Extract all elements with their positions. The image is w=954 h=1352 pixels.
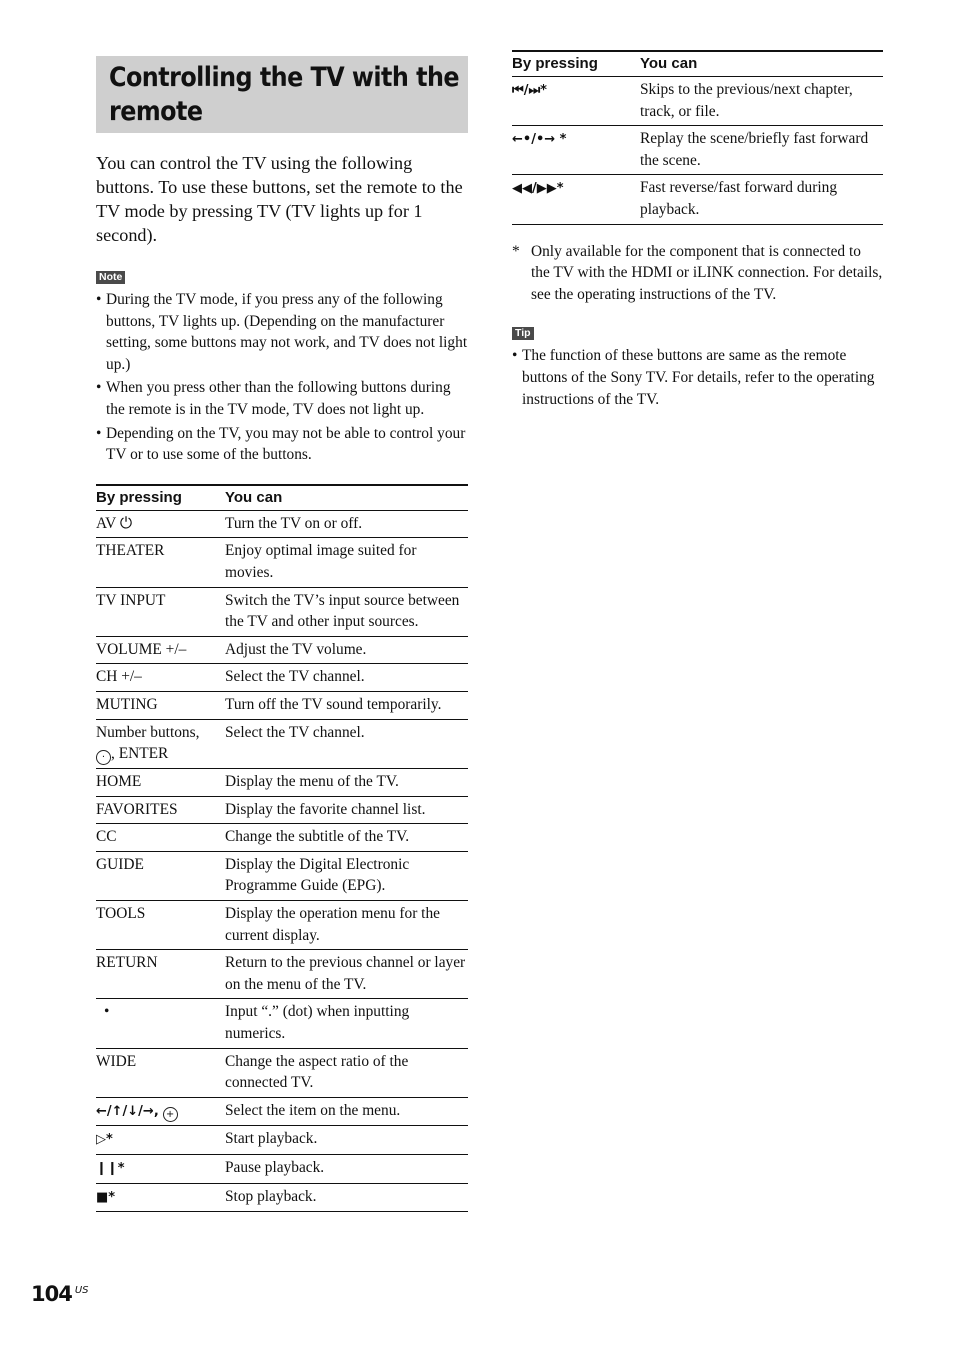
footnote-mark: *	[512, 242, 520, 260]
value-cell: Turn off the TV sound temporarily.	[225, 691, 468, 719]
value-cell: Input “.” (dot) when inputting numerics.	[225, 999, 468, 1048]
table-row	[512, 175, 883, 224]
note-item: • When you press other than the following buttons during the remote is in the TV mode, TV does not light up.	[96, 377, 468, 420]
value-cell: Select the TV channel.	[225, 664, 468, 692]
note-item: • Depending on the TV, you may not be able to control your TV or to use some of the buttons.	[96, 423, 468, 466]
value-cell: Return to the previous channel or layer on the menu of the TV.	[225, 950, 468, 999]
table-row	[96, 950, 468, 999]
page-number-value: 104	[31, 1282, 72, 1306]
value-cell: Change the subtitle of the TV.	[225, 824, 468, 852]
table-row	[96, 999, 468, 1048]
table-row	[96, 664, 468, 692]
value-cell: Display the operation menu for the current display.	[225, 901, 468, 950]
key-cell	[512, 77, 640, 126]
button-function-table	[96, 484, 468, 1212]
arrow-keys-icon: ←/↑/↓/→,	[96, 1103, 159, 1119]
table-row	[96, 691, 468, 719]
key-cell: GUIDE	[96, 851, 225, 900]
header-you-can: You can	[225, 485, 468, 511]
key-cell	[512, 126, 640, 175]
table-row	[96, 1048, 468, 1097]
note-badge: Note	[96, 271, 125, 284]
value-cell: Replay the scene/briefly fast forward the scene.	[640, 126, 883, 175]
tip-list	[512, 345, 883, 410]
table-row	[96, 1183, 468, 1212]
replay-advance-icon: ←•/•→ *	[512, 132, 567, 148]
tip-section	[512, 323, 883, 341]
key-cell: WIDE	[96, 1048, 225, 1097]
footnote	[512, 241, 883, 306]
table-row	[96, 719, 468, 769]
table-row	[96, 769, 468, 797]
header-by-pressing: By pressing	[96, 485, 225, 511]
key-cell	[96, 1183, 225, 1212]
value-cell: Switch the TV’s input source between the TV and other input sources.	[225, 587, 468, 636]
section-title: Controlling the TV with the remote	[109, 62, 460, 127]
value-cell: Display the favorite channel list.	[225, 796, 468, 824]
plus-circle-icon: +	[163, 1107, 178, 1122]
table-row	[96, 1126, 468, 1155]
key-cell: MUTING	[96, 691, 225, 719]
table-row	[96, 510, 468, 538]
footnote-text: Only available for the component that is connected to the TV with the HDMI or iLINK connection. For details, see the operating instructions of the TV.	[531, 242, 883, 303]
key-cell: THEATER	[96, 538, 225, 587]
page-number	[31, 1282, 89, 1306]
pause-icon: ❙❙*	[96, 1161, 125, 1176]
key-cell: CH +/–	[96, 664, 225, 692]
value-cell: Pause playback.	[225, 1155, 468, 1184]
key-cell: HOME	[96, 769, 225, 797]
table-row	[96, 851, 468, 900]
value-cell: Start playback.	[225, 1126, 468, 1155]
tip-item: • The function of these buttons are same as the remote buttons of the Sony TV. For details, refer to the operating instructions of the TV.	[512, 345, 883, 410]
table-row	[512, 126, 883, 175]
value-cell: Stop playback.	[225, 1183, 468, 1212]
key-cell: RETURN	[96, 950, 225, 999]
section-title-box	[96, 56, 468, 133]
value-cell: Change the aspect ratio of the connected TV.	[225, 1048, 468, 1097]
value-cell: Display the menu of the TV.	[225, 769, 468, 797]
right-column	[512, 50, 883, 412]
value-cell: Select the item on the menu.	[225, 1097, 468, 1126]
table-row	[512, 77, 883, 126]
note-item: • During the TV mode, if you press any of the following buttons, TV lights up. (Depending on the manufacturer setting, some buttons may not work, and TV does not light up.)	[96, 289, 468, 375]
stop-icon: ■*	[96, 1189, 116, 1205]
playback-button-table	[512, 50, 883, 225]
value-cell: Select the TV channel.	[225, 719, 468, 769]
key-text-enter: , ENTER	[111, 745, 169, 763]
note-list	[96, 289, 468, 466]
table-row	[96, 636, 468, 664]
rewind-forward-icon: ◀◀/▶▶*	[512, 181, 564, 197]
tip-badge: Tip	[512, 327, 534, 340]
dot-circle-icon: ·	[96, 750, 111, 765]
key-cell: AV ⏻	[96, 510, 225, 538]
key-cell: FAVORITES	[96, 796, 225, 824]
key-cell: •	[96, 999, 225, 1048]
value-cell: Display the Digital Electronic Programme Guide (EPG).	[225, 851, 468, 900]
play-icon: ▷*	[96, 1132, 113, 1148]
value-cell: Enjoy optimal image suited for movies.	[225, 538, 468, 587]
key-cell	[96, 719, 225, 769]
key-cell	[96, 1155, 225, 1184]
header-by-pressing: By pressing	[512, 51, 640, 77]
key-cell: VOLUME +/–	[96, 636, 225, 664]
table-row	[96, 824, 468, 852]
intro-paragraph: You can control the TV using the following buttons. To use these buttons, set the remote to the TV mode by pressing TV (TV lights up for 1 second).	[96, 153, 463, 245]
key-text: Number buttons,	[96, 723, 200, 741]
note-section	[96, 267, 468, 285]
value-cell: Turn the TV on or off.	[225, 510, 468, 538]
header-you-can: You can	[640, 51, 883, 77]
value-cell: Skips to the previous/next chapter, track, or file.	[640, 77, 883, 126]
table-header-row	[96, 485, 468, 511]
key-cell: CC	[96, 824, 225, 852]
table-header-row	[512, 51, 883, 77]
table-row	[96, 538, 468, 587]
table-row	[96, 587, 468, 636]
value-cell: Adjust the TV volume.	[225, 636, 468, 664]
key-cell: TOOLS	[96, 901, 225, 950]
table-row	[96, 796, 468, 824]
page-number-suffix: US	[74, 1285, 89, 1296]
table-row	[96, 1155, 468, 1184]
table-row	[96, 1097, 468, 1126]
value-cell: Fast reverse/fast forward during playback.	[640, 175, 883, 224]
left-column	[96, 56, 468, 1212]
key-cell	[96, 1097, 225, 1126]
table-row	[96, 901, 468, 950]
prev-next-icon: ⏮/⏭*	[512, 83, 547, 98]
key-cell: TV INPUT	[96, 587, 225, 636]
key-cell	[512, 175, 640, 224]
key-cell	[96, 1126, 225, 1155]
